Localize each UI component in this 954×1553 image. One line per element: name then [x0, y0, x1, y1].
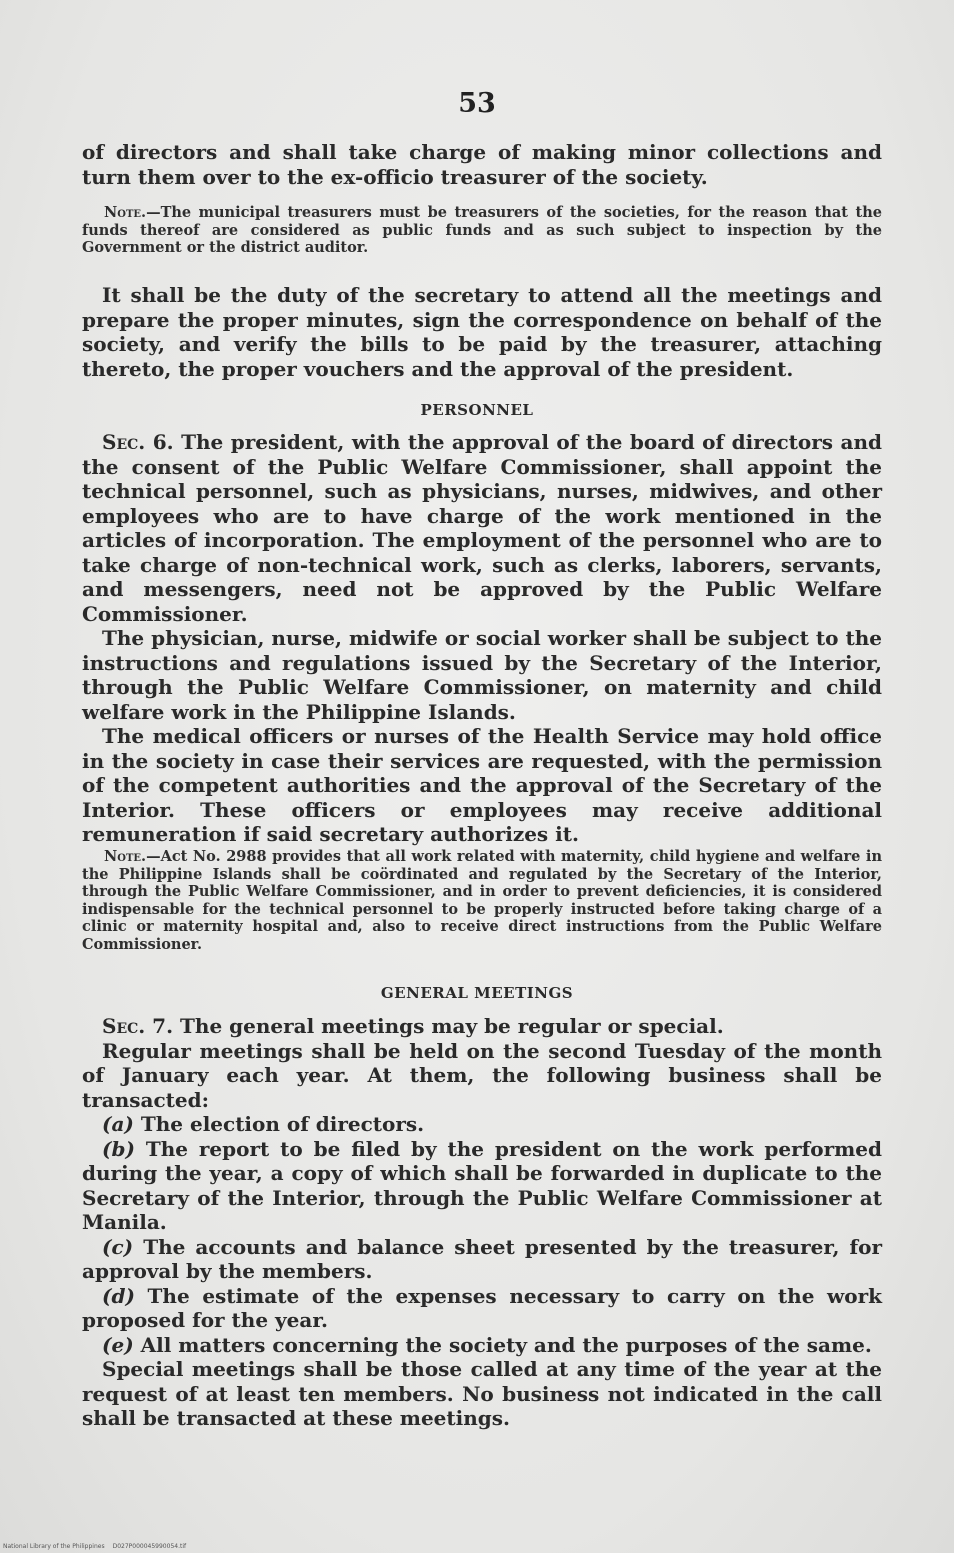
personnel-heading: PERSONNEL: [420, 401, 534, 419]
list-item: [82, 1137, 882, 1235]
footer-code: D027P000045990054.tif: [112, 1543, 187, 1550]
item-text: The estimate of the expenses necessary to carry on the work proposed for the year.: [82, 1283, 882, 1332]
opening-paragraph: of directors and shall take charge of making minor collections and turn them over to the ex-officio treasurer of the society.: [82, 140, 882, 189]
item-text: The accounts and balance sheet presented by the treasurer, for approval by the members.: [82, 1234, 882, 1283]
note-act-2988: [82, 848, 882, 953]
item-label: (c): [102, 1234, 134, 1259]
secretary-duty-block: [82, 283, 882, 381]
personnel-paragraph-2: The physician, nurse, midwife or social worker shall be subject to the instructions and regulations issued by the Secretary of the Interior, through the Public Welfare Commissioner, on maternity and child welfare work in the Philippine Islands.: [82, 626, 882, 724]
item-text: The report to be filed by the president on the work performed during the year, a copy of which shall be forwarded in duplicate to the Secretary of the Interior, through the Public Welfare Commissioner at Manila.: [82, 1136, 882, 1234]
personnel-paragraph-1: [82, 430, 882, 626]
scan-footer: [3, 1543, 194, 1550]
note-text: —The municipal treasurers must be treasurers of the societies, for the reason that the funds thereof are considered as public funds and as such subject to inspection by the Government or the district auditor.: [82, 204, 882, 256]
regular-meetings-paragraph: Regular meetings shall be held on the second Tuesday of the month of January each year. At them, the following business shall be transacted:: [82, 1038, 882, 1112]
footer-library: National Library of the Philippines: [3, 1543, 105, 1550]
list-item: [82, 1112, 882, 1137]
item-label: (e): [102, 1332, 134, 1357]
general-meetings-section: [82, 1014, 882, 1431]
item-label: (b): [102, 1136, 135, 1161]
personnel-paragraph-3: The medical officers or nurses of the Health Service may hold office in the society in case their services are requested, with the permission of the competent authorities and the approval of the Secretary of the Interior. These officers or employees may receive additional remuneration if said secretary authorizes it.: [82, 724, 882, 846]
item-label: (d): [102, 1283, 135, 1308]
item-label: (a): [102, 1112, 134, 1136]
note-text: —Act No. 2988 provides that all work related with maternity, child hygiene and welfare in the Philippine Islands shall be coördinated and regulated by the Secretary of the Interior, through the Public Welfare Commissioner, and in order to prevent deficiencies, it is considered indispensable for the technical personnel to be properly instructed before taking charge of a clinic or maternity hospital and, also to receive direct instructions from the Public Welfare Commissioner.: [82, 848, 882, 953]
general-meetings-heading: GENERAL MEETINGS: [380, 984, 574, 1002]
list-item: [82, 1235, 882, 1284]
secretary-duty-paragraph: It shall be the duty of the secretary to attend all the meetings and prepare the proper minutes, sign the correspondence on behalf of the society, and verify the bills to be paid by the treasurer, attaching thereto, the proper vouchers and the approval of the president.: [82, 283, 882, 381]
general-meetings-intro: [82, 1014, 882, 1039]
note-label: Note.: [104, 848, 147, 865]
list-item: [82, 1333, 882, 1358]
intro-text: The general meetings may be regular or special.: [180, 1014, 724, 1038]
personnel-section: [82, 430, 882, 847]
section-label: Sec. 6.: [102, 430, 174, 454]
note-treasurers: [82, 204, 882, 257]
opening-paragraph-block: [82, 140, 882, 189]
item-text: All matters concerning the society and the purposes of the same.: [140, 1332, 872, 1357]
item-text: The election of directors.: [140, 1112, 425, 1136]
page-number: 53: [458, 88, 496, 119]
list-item: [82, 1284, 882, 1333]
personnel-paragraph-text: The president, with the approval of the board of directors and the consent of the Public Welfare Commissioner, shall appoint the technical personnel, such as physicians, nurses, midwives, and other employees who are to have charge of the work mentioned in the articles of incorporation. The employment of the personnel who are to take charge of non-technical work, such as clerks, laborers, servants, and messengers, need not be approved by the Public Welfare Commissioner.: [82, 430, 883, 626]
note-label: Note.: [104, 204, 147, 221]
section-label: Sec. 7.: [102, 1014, 174, 1038]
special-meetings-paragraph: Special meetings shall be those called at any time of the year at the request of at least ten members. No business not indicated in the call shall be transacted at these meetings.: [82, 1357, 882, 1430]
